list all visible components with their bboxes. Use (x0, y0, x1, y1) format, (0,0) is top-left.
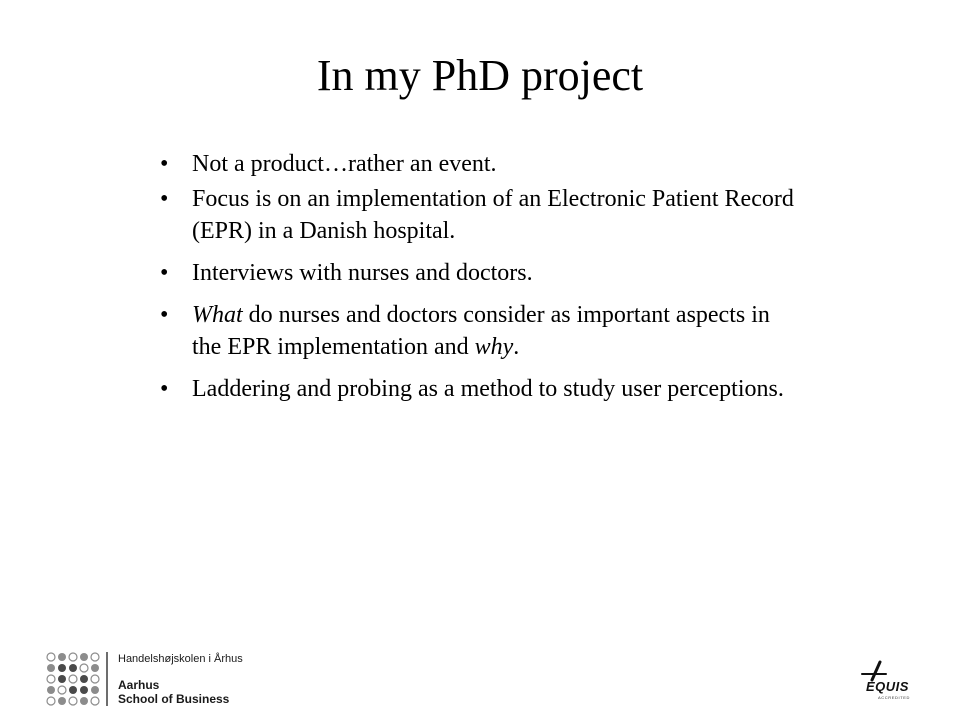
logo-dot (69, 697, 77, 705)
school-name-line-1: Aarhus (118, 678, 160, 692)
emphasis-what: What (192, 302, 243, 328)
logo-dot (69, 653, 77, 661)
logo-dot (69, 675, 77, 683)
logo-dot (58, 697, 66, 705)
equis-accredited-label: ACCREDITED (878, 695, 911, 700)
equis-accreditation (856, 660, 918, 704)
logo-dot (80, 664, 88, 672)
logo-dot (47, 664, 55, 672)
bullet-text: Laddering and probing as a method to study user perceptions. (192, 376, 784, 402)
bullet-text: Interviews with nurses and doctors. (192, 260, 533, 286)
logo-dot (58, 686, 66, 694)
bullet-symbol: • (160, 151, 169, 177)
school-name-line-2: School of Business (118, 692, 230, 706)
school-name-english (118, 678, 243, 706)
logo-dot (58, 653, 66, 661)
logo-dot (47, 697, 55, 705)
bullet-item (160, 183, 800, 247)
bullet-text-end: . (513, 334, 520, 360)
dot-grid-logo-icon (46, 652, 100, 706)
logo-dot (91, 697, 99, 705)
school-name (118, 652, 243, 706)
logo-dot (69, 686, 77, 694)
bullet-item (160, 299, 800, 363)
logo-dot (47, 675, 55, 683)
logo-dot (69, 664, 77, 672)
logo-dot (80, 675, 88, 683)
logo-dot (47, 653, 55, 661)
bullet-text: Focus is on an implementation of an Electronic Patient Record (EPR) in a Danish hospital. (192, 186, 794, 244)
emphasis-why: why (474, 334, 514, 360)
logo-dot (80, 653, 88, 661)
bullet-symbol: • (160, 260, 169, 286)
logo-dot (80, 686, 88, 694)
bullet-text: Not a product…rather an event. (192, 151, 497, 177)
logo-dot (47, 686, 55, 694)
equis-name: EQUIS (866, 679, 909, 694)
bullet-text (192, 302, 770, 360)
bullet-item (160, 257, 800, 289)
school-name-danish: Handelshøjskolen i Århus (118, 653, 243, 665)
bullet-item (160, 373, 800, 405)
logo-dot (91, 664, 99, 672)
bullet-symbol: • (160, 376, 169, 402)
logo-dot (80, 697, 88, 705)
bullet-symbol: • (160, 302, 169, 328)
logo-divider (106, 652, 108, 706)
bullet-item (160, 148, 800, 180)
logo-dot (58, 675, 66, 683)
logo-dot (91, 653, 99, 661)
logo-dot (91, 675, 99, 683)
bullet-text-middle: do nurses and doctors consider as important aspects in the EPR implementation and (192, 302, 770, 360)
bullet-list (160, 148, 800, 405)
logo-dot (91, 686, 99, 694)
school-branding (46, 652, 243, 706)
slide-title: In my PhD project (316, 51, 644, 100)
logo-dot (58, 664, 66, 672)
bullet-symbol: • (160, 186, 169, 212)
